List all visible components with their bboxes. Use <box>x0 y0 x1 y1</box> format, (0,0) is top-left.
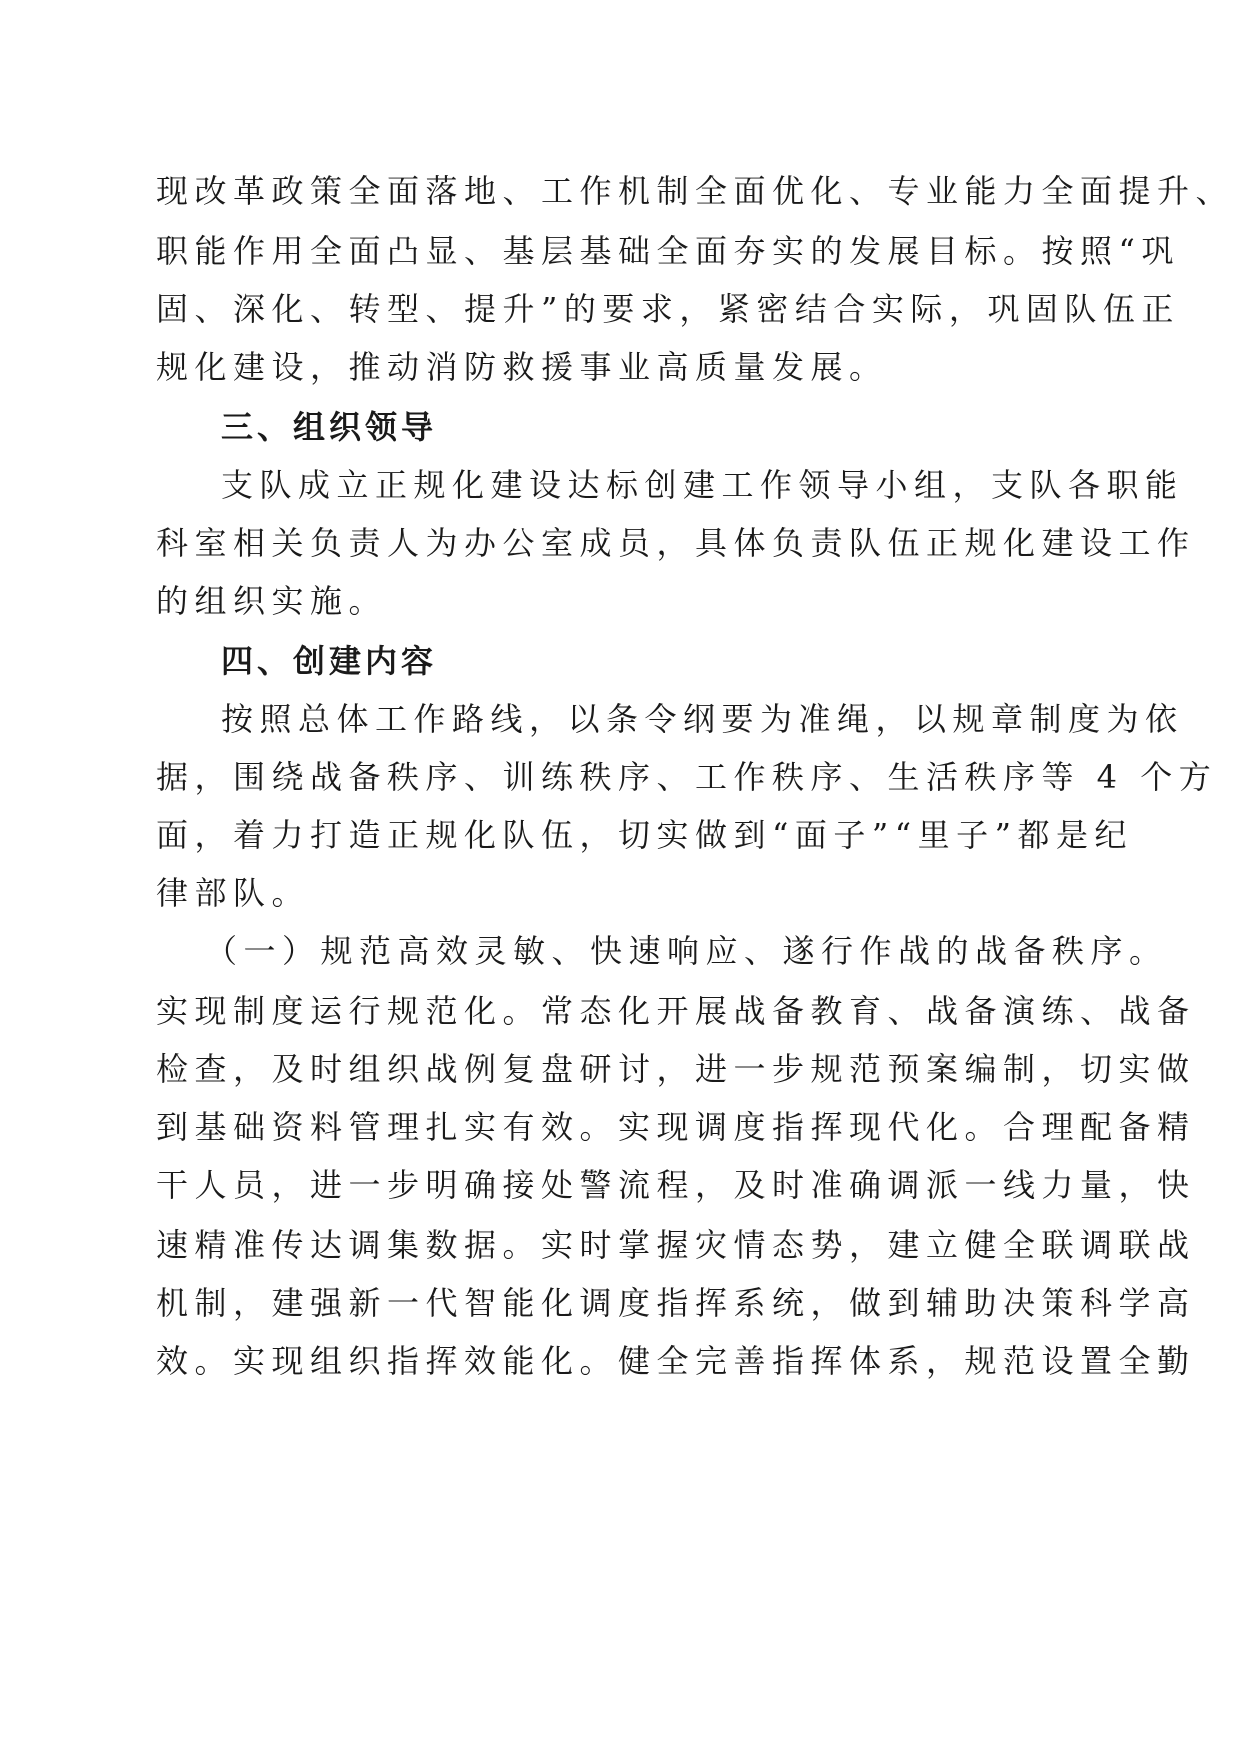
body-line: 到基础资料管理扎实有效。实现调度指挥现代化。合理配备精 <box>156 1108 1196 1146</box>
body-line: 的组织实施。 <box>156 582 388 620</box>
body-line: 据，围绕战备秩序、训练秩序、工作秩序、生活秩序等 4 个方 <box>156 758 1218 796</box>
body-line: 检查，及时组织战例复盘研讨，进一步规范预案编制，切实做 <box>156 1050 1196 1088</box>
body-line: 面，着力打造正规化队伍，切实做到“面子”“里子”都是纪 <box>156 816 1133 854</box>
body-line: 律部队。 <box>156 874 311 912</box>
section-heading-content: 四、创建内容 <box>221 642 438 680</box>
body-line: 职能作用全面凸显、基层基础全面夯实的发展目标。按照“巩 <box>156 232 1180 270</box>
body-line: 效。实现组织指挥效能化。健全完善指挥体系，规范设置全勤 <box>156 1342 1196 1380</box>
body-line: 固、深化、转型、提升”的要求，紧密结合实际，巩固队伍正 <box>156 290 1180 328</box>
paragraph-first-line: 支队成立正规化建设达标创建工作领导小组，支队各职能 <box>221 466 1184 504</box>
body-line: 机制，建强新一代智能化调度指挥系统，做到辅助决策科学高 <box>156 1284 1196 1322</box>
paragraph-first-line: 按照总体工作路线，以条令纲要为准绳，以规章制度为依 <box>221 700 1184 738</box>
body-line: 实现制度运行规范化。常态化开展战备教育、战备演练、战备 <box>156 992 1196 1030</box>
subsection-heading: （一）规范高效灵敏、快速响应、遂行作战的战备秩序。 <box>205 932 1168 970</box>
body-line: 科室相关负责人为办公室成员，具体负责队伍正规化建设工作 <box>156 524 1196 562</box>
body-line: 干人员，进一步明确接处警流程，及时准确调派一线力量，快 <box>156 1166 1196 1204</box>
body-line: 现改革政策全面落地、工作机制全面优化、专业能力全面提升、 <box>156 172 1235 210</box>
body-line: 规化建设，推动消防救援事业高质量发展。 <box>156 348 888 386</box>
section-heading-organization: 三、组织领导 <box>221 408 438 446</box>
body-line: 速精准传达调集数据。实时掌握灾情态势，建立健全联调联战 <box>156 1226 1196 1264</box>
